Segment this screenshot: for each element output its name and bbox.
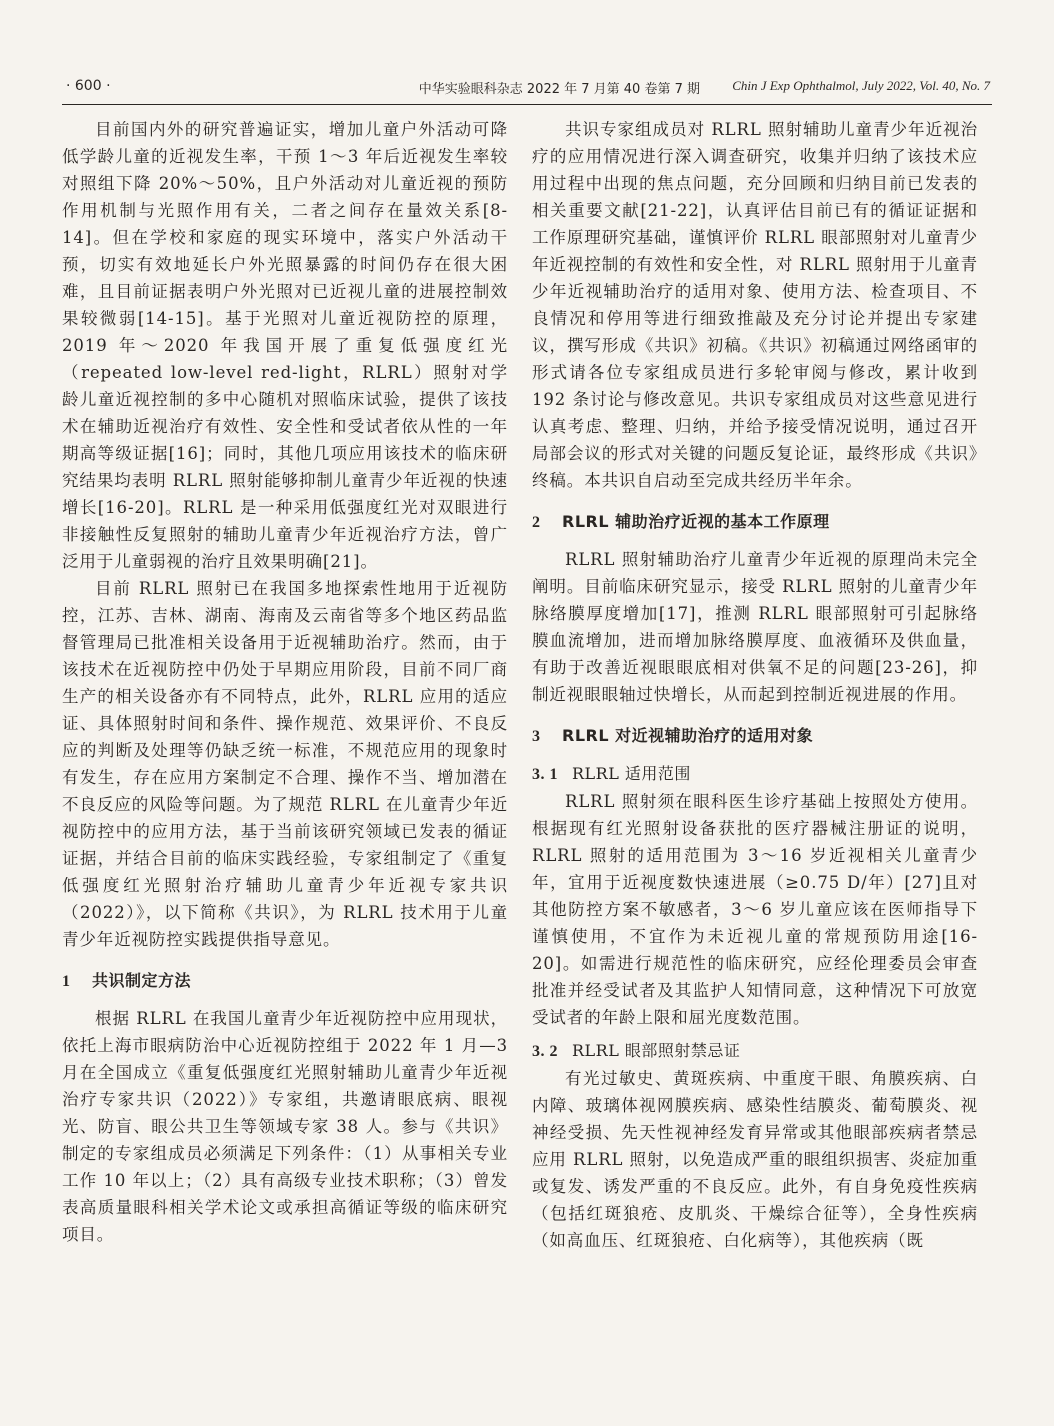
section-title: RLRL 对近视辅助治疗的适用对象 (562, 726, 814, 745)
subsection-title: RLRL 眼部照射禁忌证 (572, 1041, 741, 1060)
section-number: 1 (62, 973, 71, 990)
journal-title-chinese: 中华实验眼科杂志 2022 年 7 月第 40 卷第 7 期 (418, 82, 700, 97)
section-heading-1 (62, 967, 508, 995)
paragraph-intro-outdoor: 目前国内外的研究普遍证实，增加儿童户外活动可降低学龄儿童的近视发生率，干预 1～3 年后近视发生率较对照组下降 20%～50%，且户外活动对儿童近视的预防作用机制与光照作用有关，二者之间存在量效关系[8-14]。但在学校和家庭的现实环境中，落实户外活动干预，切实有效地延长户外光照暴露的时间仍存在很大困难，且目前证据表明户外光照对已近视儿童的进展控制效果较微弱[14-15]。基于光照对儿童近视防控的原理，2019 年～2020 年我国开展了重复低强度红光（repeated low-level red-light，RLRL）照射对学龄儿童近视控制的多中心随机对照临床试验，提供了该技术在辅助近视治疗有效性、安全性和受试者依从性的一年期高等级证据[16]；同时，其他几项应用该技术的临床研究结果均表明 RLRL 照射能够抑制儿童青少年近视的快速增长[16-20]。RLRL 是一种采用低强度红光对双眼进行非接触性反复照射的辅助儿童青少年近视治疗方法，曾广泛用于儿童弱视的治疗且效果明确[21]。 (62, 120, 508, 571)
subsection-number: 3. 1 (532, 766, 558, 783)
section-number: 2 (532, 514, 541, 531)
page-number: · 600 · (66, 78, 111, 94)
paragraph-intro-rlrl-status: 目前 RLRL 照射已在我国多地探索性地用于近视防控，江苏、吉林、湖南、海南及云南省等多个地区药品监督管理局已批准相关设备用于近视辅助治疗。然而，由于该技术在近视防控中仍处于早期应用阶段，目前不同厂商生产的相关设备亦有不同特点，此外，RLRL 应用的适应证、具体照射时间和条件、操作规范、效果评价、不良反应的判断及处理等仍缺乏统一标准，不规范应用的现象时有发生，存在应用方案制定不合理、操作不当、增加潜在不良反应的风险等问题。为了规范 RLRL 在儿童青少年近视防控中的应用方法，基于当前该研究领域已发表的循证证据，并结合目前的临床实践经验，专家组制定了《重复低强度红光照射治疗辅助儿童青少年近视专家共识（2022）》，以下简称《共识》，为 RLRL 技术用于儿童青少年近视防控实践提供指导意见。 (62, 579, 508, 949)
subsection-heading-3-1 (532, 760, 978, 788)
running-header (62, 74, 992, 105)
section-heading-3 (532, 722, 978, 750)
subsection-title: RLRL 适用范围 (572, 764, 691, 783)
subsection-number: 3. 2 (532, 1043, 558, 1060)
right-column (532, 116, 978, 1254)
section-title: RLRL 辅助治疗近视的基本工作原理 (562, 512, 830, 531)
paragraph-contraindications: 有光过敏史、黄斑疾病、中重度干眼、角膜疾病、白内障、玻璃体视网膜疾病、感染性结膜炎、葡萄膜炎、视神经受损、先天性视神经发育异常或其他眼部疾病者禁忌应用 RLRL 照射，以免造成严重的眼组织损害、炎症加重或复发、诱发严重的不良反应。此外，有自身免疫性疾病（包括红斑狼疮、皮肌炎、干燥综合征等），全身性疾病（如高血压、红斑狼疮、白化病等），其他疾病（既 (532, 1069, 978, 1250)
paragraph-working-principle: RLRL 照射辅助治疗儿童青少年近视的原理尚未完全阐明。目前临床研究显示，接受 RLRL 照射的儿童青少年脉络膜厚度增加[17]，推测 RLRL 眼部照射可引起脉络膜血流增加，进而增加脉络膜厚度、血液循环及供血量，有助于改善近视眼眼底相对供氧不足的问题[23-26]，抑制近视眼眼轴过快增长，从而起到控制近视进展的作用。 (532, 550, 978, 704)
section-number: 3 (532, 728, 541, 745)
section-title: 共识制定方法 (92, 971, 192, 990)
subsection-heading-3-2 (532, 1037, 978, 1065)
left-column (62, 116, 508, 1248)
paragraph-consensus-method: 根据 RLRL 在我国儿童青少年近视防控中应用现状，依托上海市眼病防治中心近视防控组于 2022 年 1 月—3 月在全国成立《重复低强度红光照射辅助儿童青少年近视治疗专家共识（2022）》专家组，共邀请眼底病、眼视光、防盲、眼公共卫生等领域专家 38 人。参与《共识》制定的专家组成员必须满足下列条件：（1）从事相关专业工作 10 年以上；（2）具有高级专业技术职称；（3）曾发表高质量眼科相关学术论文或承担高循证等级的临床研究项目。 (62, 1009, 508, 1244)
paragraph-scope-of-application: RLRL 照射须在眼科医生诊疗基础上按照处方使用。根据现有红光照射设备获批的医疗器械注册证的说明，RLRL 照射的适用范围为 3～16 岁近视相关儿童青少年，宜用于近视度数快速进展（≥0.75 D/年）[27]且对其他防控方案不敏感者，3～6 岁儿童应该在医师指导下谨慎使用，不宜作为未近视儿童的常规预防用途[16-20]。如需进行规范性的临床研究，应经伦理委员会审查批准并经受试者及其监护人知情同意，这种情况下可放宽受试者的年龄上限和屈光度数范围。 (532, 792, 978, 1027)
paragraph-consensus-process: 共识专家组成员对 RLRL 照射辅助儿童青少年近视治疗的应用情况进行深入调查研究，收集并归纳了该技术应用过程中出现的焦点问题，充分回顾和归纳目前已发表的相关重要文献[21-22]，认真评估目前已有的循证证据和工作原理研究基础，谨慎评价 RLRL 眼部照射对儿童青少年近视控制的有效性和安全性，对 RLRL 照射用于儿童青少年近视辅助治疗的适用对象、使用方法、检查项目、不良情况和停用等进行细致推敲及充分讨论并提出专家建议，撰写形成《共识》初稿。《共识》初稿通过网络函审的形式请各位专家组成员进行多轮审阅与修改，累计收到 192 条讨论与修改意见。共识专家组成员对这些意见进行认真考虑、整理、归纳，并给予接受情况说明，通过召开局部会议的形式对关键的问题反复论证，最终形成《共识》终稿。本共识自启动至完成共经历半年余。 (532, 120, 978, 490)
section-heading-2 (532, 508, 978, 536)
journal-title-english: Chin J Exp Ophthalmol, July 2022, Vol. 40, No. 7 (732, 78, 990, 93)
